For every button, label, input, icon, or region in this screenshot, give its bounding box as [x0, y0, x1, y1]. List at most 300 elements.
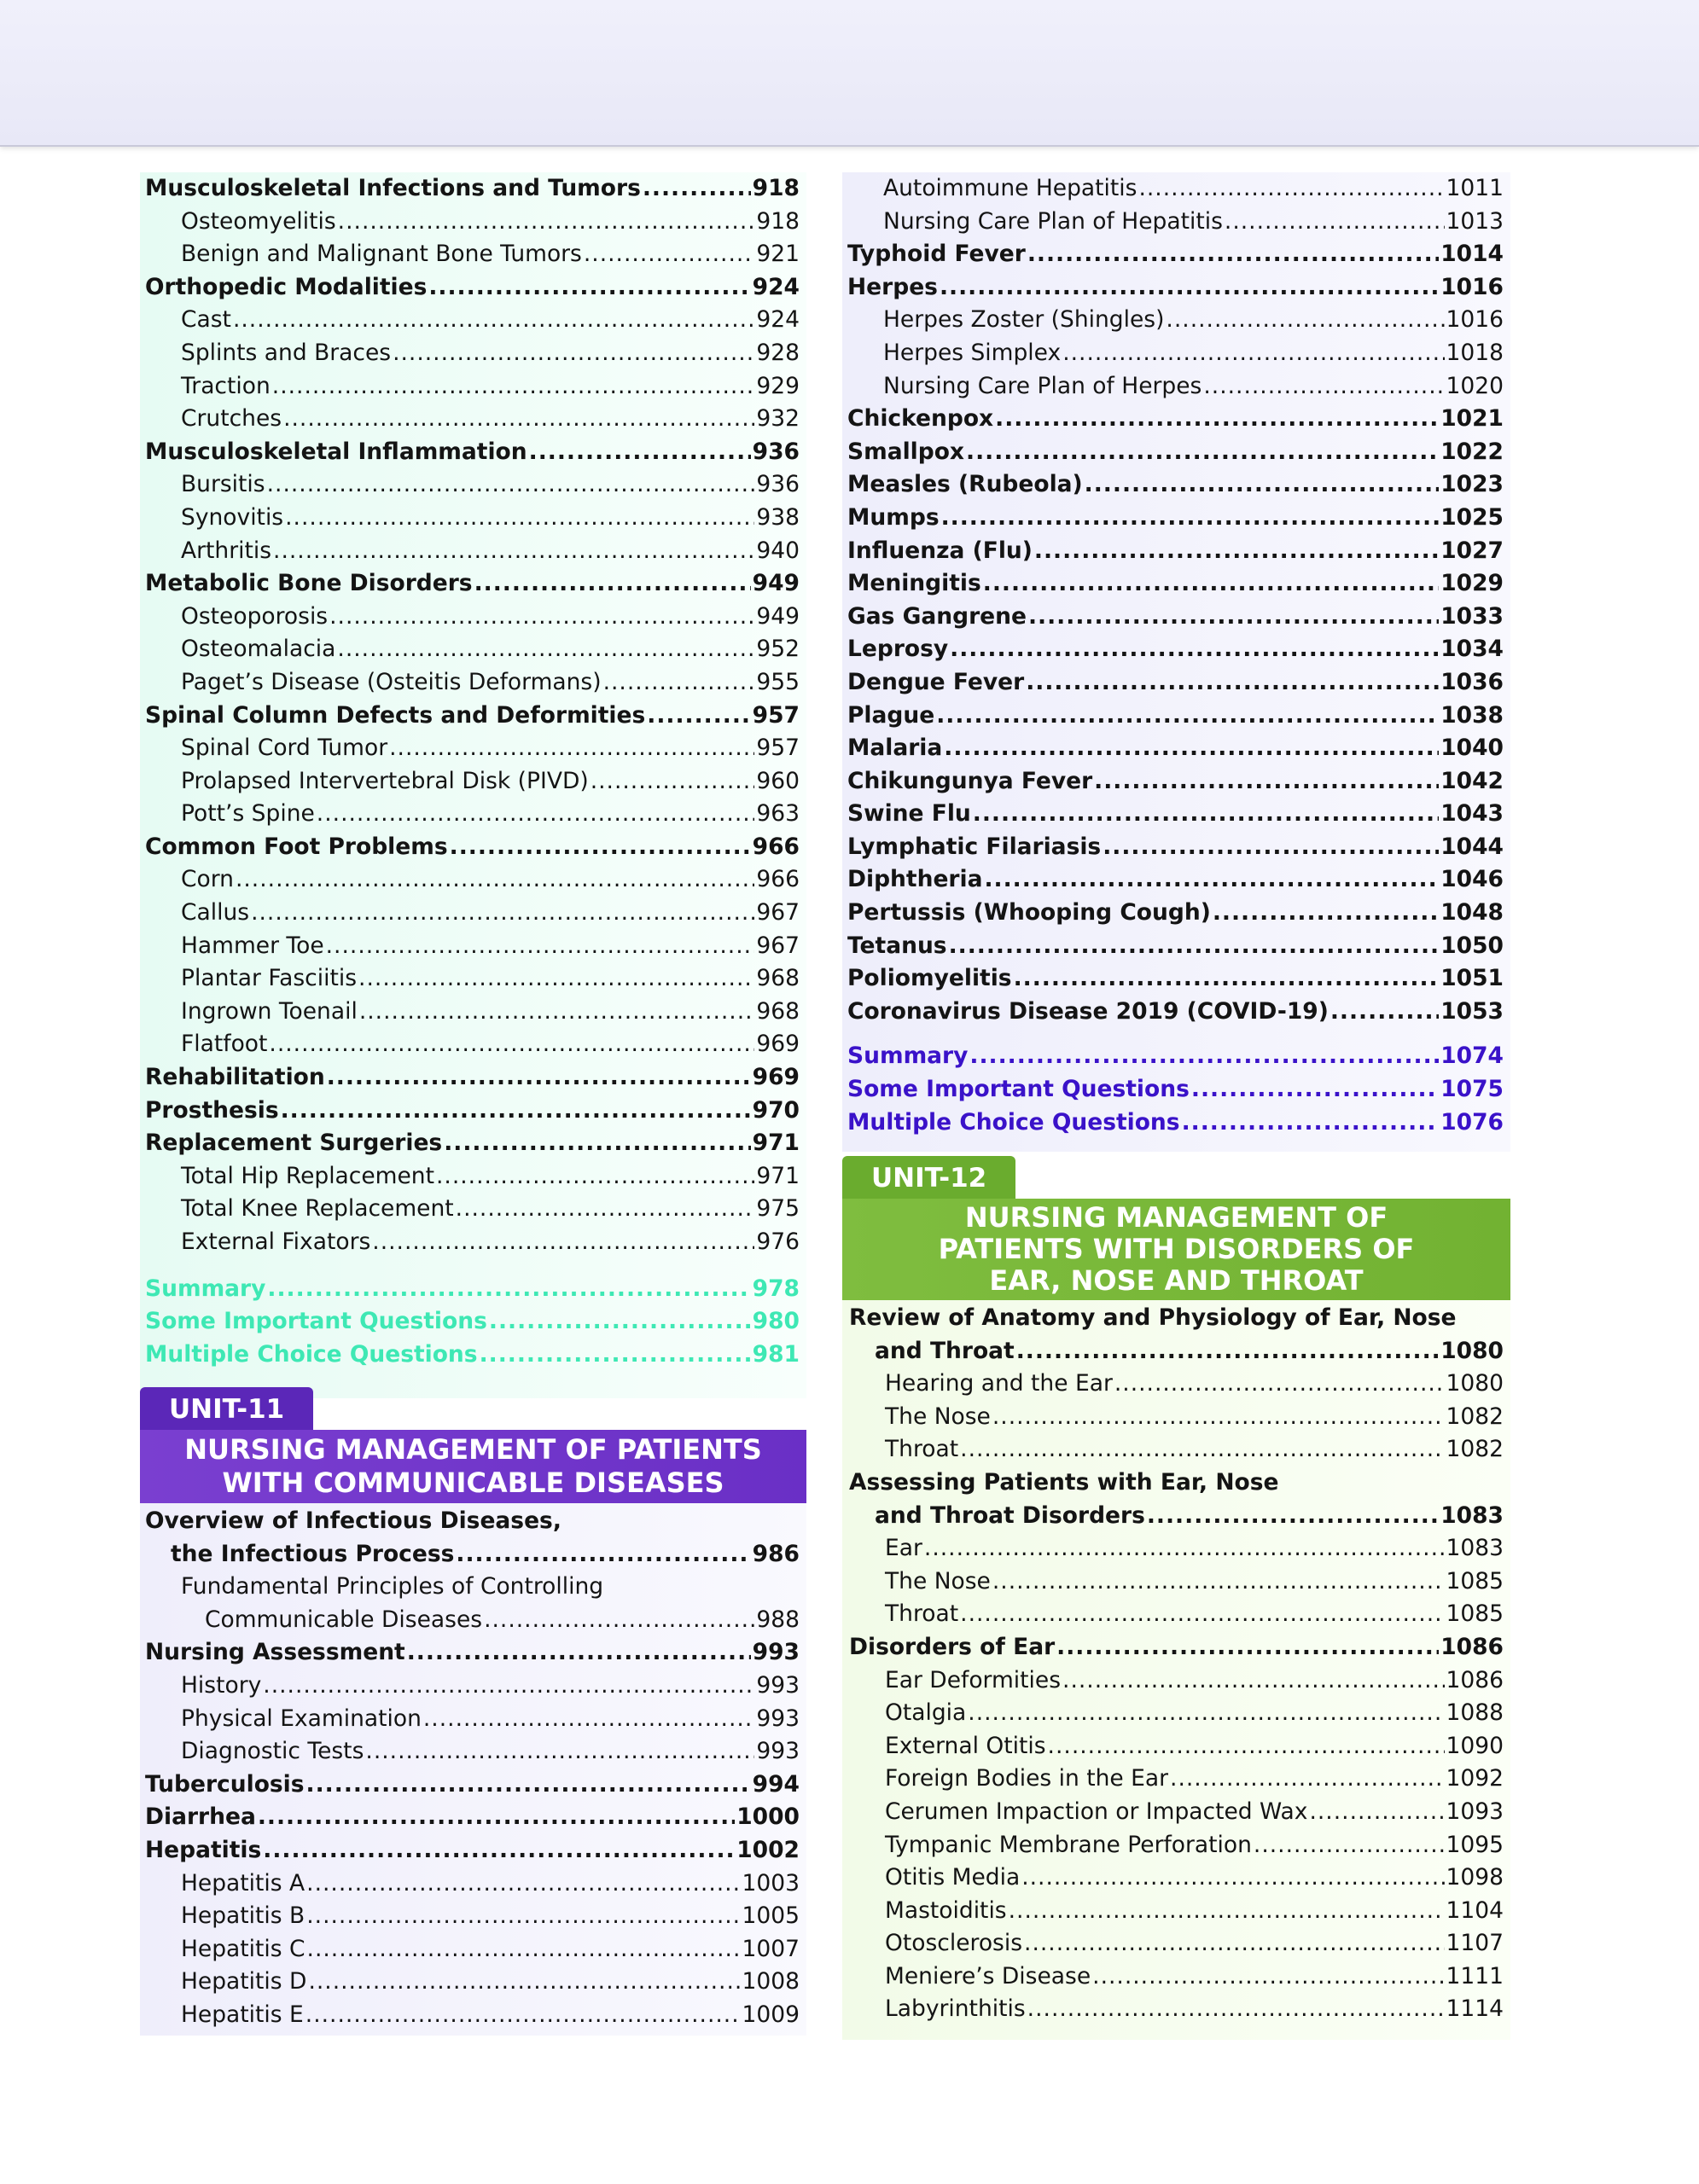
dot-leader — [327, 1061, 751, 1095]
toc-entry[interactable] — [849, 1532, 1504, 1565]
dot-leader — [1330, 996, 1439, 1029]
toc-entry-page: 1051 — [1440, 965, 1504, 992]
left-column — [140, 172, 806, 1371]
toc-entry-page: 1104 — [1446, 1896, 1504, 1924]
toc-extra-entry[interactable] — [847, 1040, 1504, 1073]
dot-leader — [1027, 1993, 1445, 2026]
dot-leader — [358, 962, 754, 996]
toc-entry-title: Nursing Care Plan of Hepatitis — [883, 207, 1223, 235]
toc-entry[interactable] — [847, 337, 1504, 370]
toc-entry-title: Hepatitis A — [181, 1869, 305, 1896]
toc-entry[interactable] — [145, 1735, 800, 1769]
toc-entry[interactable] — [849, 1730, 1504, 1763]
toc-entry[interactable] — [145, 337, 800, 370]
toc-entry[interactable] — [849, 1862, 1504, 1895]
toc-entry[interactable] — [145, 1061, 800, 1095]
dot-leader — [960, 1433, 1444, 1467]
toc-entry-page: 1027 — [1440, 537, 1504, 564]
dot-leader — [603, 666, 755, 700]
toc-entry-title: and Throat Disorders — [875, 1502, 1145, 1529]
dot-leader — [941, 502, 1440, 535]
unit-11-toc-list — [140, 1503, 806, 2032]
dot-leader — [969, 1040, 1439, 1073]
dot-leader — [966, 436, 1439, 469]
toc-entry-title: Corn — [181, 866, 234, 893]
toc-entry[interactable] — [847, 798, 1504, 831]
toc-entry[interactable] — [849, 1368, 1504, 1401]
toc-entry-page: 1034 — [1440, 636, 1504, 663]
toc-entry-title: Replacement Surgeries — [145, 1130, 443, 1157]
toc-entry-page: 1088 — [1446, 1699, 1504, 1727]
toc-entry-title: Meningitis — [847, 570, 981, 597]
toc-entry-title: Disorders of Ear — [849, 1633, 1056, 1660]
dot-leader — [263, 1670, 754, 1703]
toc-entry-title: Osteomalacia — [181, 636, 336, 663]
right-toc-list — [842, 172, 1510, 1028]
dot-leader — [647, 700, 750, 733]
toc-entry[interactable] — [849, 1467, 1504, 1500]
toc-entry[interactable] — [145, 1636, 800, 1670]
dot-leader — [428, 271, 750, 305]
dot-leader — [1024, 1927, 1445, 1960]
toc-entry-title: Tetanus — [847, 932, 947, 959]
toc-entry[interactable] — [145, 1505, 800, 1538]
toc-entry-page: 1076 — [1440, 1108, 1504, 1136]
toc-entry-page: 1086 — [1446, 1666, 1504, 1693]
toc-entry[interactable] — [145, 765, 800, 799]
toc-entry[interactable] — [847, 601, 1504, 634]
toc-entry-page: 969 — [752, 1064, 800, 1091]
toc-entry[interactable] — [145, 863, 800, 897]
dot-leader — [1170, 1763, 1445, 1796]
toc-entry[interactable] — [145, 271, 800, 305]
toc-extra-entry[interactable] — [847, 1107, 1504, 1140]
toc-entry-title: Paget’s Disease (Osteitis Deformans) — [181, 668, 602, 695]
dot-leader — [480, 1339, 751, 1372]
dot-leader — [1034, 535, 1439, 568]
toc-entry[interactable] — [847, 863, 1504, 897]
toc-entry-page: 993 — [752, 1639, 800, 1666]
toc-entry-title: Osteomyelitis — [181, 207, 336, 235]
toc-entry-title: Diarrhea — [145, 1804, 256, 1831]
toc-entry-title: Hepatitis D — [181, 1968, 307, 1995]
toc-entry-title: Common Foot Problems — [145, 833, 448, 860]
toc-entry[interactable] — [145, 206, 800, 239]
toc-entry-page: 949 — [752, 570, 800, 597]
dot-leader — [407, 1636, 751, 1670]
toc-entry-title: Pott’s Spine — [181, 800, 315, 828]
toc-entry-page: 1095 — [1446, 1831, 1504, 1858]
toc-entry[interactable] — [849, 1829, 1504, 1862]
toc-entry[interactable] — [849, 1796, 1504, 1829]
toc-entry-page: 1090 — [1446, 1732, 1504, 1759]
toc-entry-title: Hepatitis — [145, 1836, 262, 1863]
dot-leader — [306, 1769, 751, 1802]
dot-leader — [307, 1933, 741, 1966]
toc-entry-page: 963 — [756, 800, 800, 828]
dot-leader — [968, 1697, 1444, 1730]
toc-entry-title: Splints and Braces — [181, 339, 392, 366]
dot-leader — [450, 831, 751, 864]
toc-entry[interactable] — [145, 1160, 800, 1194]
toc-entry[interactable] — [145, 1801, 800, 1834]
toc-entry-title: Prosthesis — [145, 1096, 279, 1124]
toc-entry-page: 971 — [752, 1130, 800, 1157]
toc-entry-title: Hammer Toe — [181, 932, 324, 959]
toc-entry-page: 966 — [752, 833, 800, 860]
toc-entry-title: Spinal Cord Tumor — [181, 735, 388, 762]
toc-entry[interactable] — [847, 535, 1504, 568]
toc-entry[interactable] — [145, 403, 800, 436]
toc-entry-page: 1080 — [1446, 1370, 1504, 1397]
toc-entry[interactable] — [847, 238, 1504, 271]
dot-leader — [1225, 206, 1445, 239]
toc-entry[interactable] — [847, 468, 1504, 502]
toc-entry-page: 1014 — [1440, 241, 1504, 268]
dot-leader — [1203, 370, 1444, 404]
unit-12-toc-list — [842, 1300, 1510, 2026]
toc-entry[interactable] — [145, 304, 800, 337]
toc-entry-page: 921 — [756, 241, 800, 268]
dot-leader — [444, 1127, 750, 1160]
toc-entry[interactable] — [145, 1703, 800, 1736]
toc-entry-page: 1092 — [1446, 1765, 1504, 1792]
toc-entry[interactable] — [849, 1401, 1504, 1434]
toc-entry-page: 993 — [756, 1671, 800, 1699]
toc-entry-title: Herpes Zoster (Shingles) — [883, 306, 1165, 334]
dot-leader — [1026, 666, 1439, 700]
toc-entry[interactable] — [145, 1095, 800, 1128]
dot-leader — [1254, 1829, 1445, 1862]
dot-leader — [983, 567, 1439, 601]
dot-leader — [338, 206, 755, 239]
dot-leader — [992, 1565, 1445, 1599]
toc-entry[interactable] — [145, 1999, 800, 2032]
toc-entry-page: 938 — [756, 503, 800, 531]
toc-entry-title: Summary — [145, 1275, 266, 1302]
toc-entry-page: 952 — [756, 636, 800, 663]
toc-entry[interactable] — [847, 831, 1504, 864]
toc-entry-page: 1029 — [1440, 570, 1504, 597]
toc-entry[interactable] — [145, 1867, 800, 1901]
toc-entry[interactable] — [849, 1598, 1504, 1631]
toc-entry[interactable] — [145, 633, 800, 666]
toc-entry-page: 932 — [756, 405, 800, 433]
toc-entry[interactable] — [847, 732, 1504, 765]
dot-leader — [1309, 1796, 1444, 1829]
unit-12-title — [842, 1199, 1510, 1300]
toc-entry-title: Flatfoot — [181, 1031, 268, 1058]
toc-entry[interactable] — [145, 897, 800, 930]
toc-entry[interactable] — [145, 502, 800, 535]
toc-entry[interactable] — [849, 1631, 1504, 1664]
dot-leader — [372, 1226, 754, 1259]
toc-entry[interactable] — [145, 1769, 800, 1802]
toc-entry-page: 929 — [756, 372, 800, 399]
toc-entry[interactable] — [145, 1966, 800, 1999]
dot-leader — [1027, 238, 1439, 271]
toc-entry-title: Benign and Malignant Bone Tumors — [181, 241, 582, 268]
toc-entry-title: Mastoiditis — [885, 1896, 1007, 1924]
dot-leader — [393, 337, 754, 370]
toc-entry[interactable] — [145, 436, 800, 469]
toc-entry-page: 1033 — [1440, 602, 1504, 630]
toc-entry-title: Throat — [885, 1600, 959, 1628]
toc-entry-title: Callus — [181, 899, 250, 926]
toc-entry-page: 1011 — [1446, 175, 1504, 201]
dot-leader — [285, 502, 754, 535]
toc-entry-title: Mumps — [847, 503, 940, 531]
toc-entry-page: 968 — [756, 965, 800, 992]
toc-entry-title: Pertussis (Whooping Cough) — [847, 899, 1211, 926]
toc-entry-page: 936 — [752, 438, 800, 465]
toc-extra-entry[interactable] — [847, 1073, 1504, 1107]
toc-extra-entry[interactable] — [145, 1305, 800, 1339]
toc-entry-page: 1013 — [1446, 207, 1504, 235]
toc-entry-page: 967 — [756, 899, 800, 926]
toc-entry-title: the Infectious Process — [171, 1540, 455, 1567]
toc-entry-title: Typhoid Fever — [847, 241, 1026, 268]
toc-entry[interactable] — [847, 370, 1504, 404]
toc-entry-page: 1036 — [1440, 668, 1504, 695]
dot-leader — [995, 403, 1439, 436]
toc-entry[interactable] — [849, 1302, 1504, 1335]
dot-leader — [233, 304, 754, 337]
toc-entry-page: 928 — [756, 339, 800, 366]
dot-leader — [337, 633, 754, 666]
toc-entry-page: 1040 — [1440, 735, 1504, 762]
dot-leader — [329, 601, 754, 634]
toc-entry-title: Overview of Infectious Diseases, — [145, 1507, 561, 1534]
toc-entry-page: 1114 — [1446, 1995, 1504, 2023]
toc-entry-title: Meniere’s Disease — [885, 1962, 1091, 1989]
toc-entry-page: 1107 — [1446, 1930, 1504, 1957]
toc-entry[interactable] — [145, 468, 800, 502]
toc-entry[interactable] — [849, 1335, 1504, 1368]
toc-entry[interactable] — [847, 700, 1504, 733]
dot-leader — [308, 1966, 740, 1999]
dot-leader — [263, 1834, 735, 1867]
toc-entry-title: Tuberculosis — [145, 1770, 305, 1798]
toc-entry-page: 993 — [756, 1705, 800, 1732]
toc-entry-page: 955 — [756, 668, 800, 695]
toc-entry[interactable] — [145, 1127, 800, 1160]
toc-entry-page: 1018 — [1446, 339, 1504, 366]
dot-leader — [591, 765, 755, 799]
dot-leader — [1166, 304, 1444, 337]
toc-entry-title: Throat — [885, 1436, 959, 1463]
dot-leader — [306, 1867, 740, 1901]
unit-11-title — [140, 1430, 806, 1503]
toc-entry[interactable] — [145, 567, 800, 601]
toc-entry-page: 971 — [756, 1162, 800, 1189]
toc-entry-page: 1021 — [1440, 405, 1504, 433]
toc-entry-page: 1093 — [1446, 1798, 1504, 1825]
toc-entry-title: Arthritis — [181, 537, 272, 564]
toc-entry[interactable] — [847, 502, 1504, 535]
toc-entry[interactable] — [849, 1565, 1504, 1599]
toc-entry[interactable] — [145, 238, 800, 271]
toc-entry-title: Swine Flu — [847, 800, 971, 828]
toc-entry[interactable] — [849, 1960, 1504, 1994]
toc-entry-title: Otitis Media — [885, 1864, 1021, 1891]
toc-entry-title: Tympanic Membrane Perforation — [885, 1831, 1252, 1858]
toc-entry[interactable] — [847, 304, 1504, 337]
toc-entry[interactable] — [849, 1433, 1504, 1467]
toc-entry-title: Diphtheria — [847, 866, 983, 893]
toc-entry-page: 1053 — [1440, 997, 1504, 1025]
toc-entry-page: 957 — [756, 735, 800, 762]
dot-leader — [474, 567, 751, 601]
toc-entry-page: 918 — [752, 175, 800, 201]
toc-entry[interactable] — [145, 1604, 800, 1637]
dot-leader — [267, 1273, 750, 1306]
toc-entry[interactable] — [145, 1538, 800, 1571]
toc-entry-title: History — [181, 1671, 262, 1699]
toc-entry[interactable] — [145, 1028, 800, 1061]
toc-entry-title: The Nose — [885, 1403, 991, 1430]
toc-entry[interactable] — [847, 930, 1504, 963]
toc-entry-title: Some Important Questions — [145, 1308, 487, 1335]
toc-entry-page: 1044 — [1440, 833, 1504, 860]
toc-entry-page: 1086 — [1440, 1633, 1504, 1660]
toc-entry-page: 970 — [752, 1096, 800, 1124]
toc-entry-title: Multiple Choice Questions — [847, 1108, 1180, 1136]
toc-entry-title: Otalgia — [885, 1699, 967, 1727]
toc-entry[interactable] — [145, 172, 800, 206]
toc-entry[interactable] — [145, 996, 800, 1029]
toc-entry-title: Chickenpox — [847, 405, 994, 433]
toc-entry[interactable] — [847, 436, 1504, 469]
toc-entry-title: Traction — [181, 372, 271, 399]
toc-entry[interactable] — [847, 567, 1504, 601]
toc-entry[interactable] — [145, 1933, 800, 1966]
toc-entry-title: Influenza (Flu) — [847, 537, 1033, 564]
toc-entry[interactable] — [847, 633, 1504, 666]
toc-entry-title: Communicable Diseases — [205, 1606, 483, 1633]
toc-entry-page: 968 — [756, 997, 800, 1025]
toc-entry[interactable] — [849, 1697, 1504, 1730]
toc-entry-page: 957 — [752, 701, 800, 729]
dot-leader — [1147, 1500, 1439, 1533]
toc-entry[interactable] — [847, 172, 1504, 206]
right-column — [842, 172, 1510, 1139]
dot-leader — [1028, 601, 1439, 634]
toc-entry-title: Synovitis — [181, 503, 284, 531]
toc-entry[interactable] — [145, 962, 800, 996]
unit-12-title-line-1: NURSING MANAGEMENT OF — [964, 1201, 1388, 1234]
dot-leader — [1191, 1073, 1439, 1107]
toc-entry[interactable] — [145, 1834, 800, 1867]
toc-extra-entry[interactable] — [145, 1339, 800, 1372]
toc-entry-page: 1002 — [736, 1836, 800, 1863]
toc-entry[interactable] — [145, 1226, 800, 1259]
left-extras-list — [140, 1259, 806, 1372]
toc-entry-page: 1023 — [1440, 471, 1504, 498]
toc-entry-title: Prolapsed Intervertebral Disk (PIVD) — [181, 767, 589, 794]
dot-leader — [584, 238, 755, 271]
right-extras-list — [842, 1028, 1510, 1139]
unit-12-title-line-3: EAR, NOSE AND THROAT — [989, 1264, 1364, 1297]
toc-entry[interactable] — [145, 1193, 800, 1226]
toc-entry[interactable] — [145, 930, 800, 963]
toc-entry[interactable] — [145, 370, 800, 404]
toc-entry-page: 940 — [756, 537, 800, 564]
dot-leader — [992, 1401, 1445, 1434]
toc-entry-page: 1043 — [1440, 800, 1504, 828]
toc-entry-title: Cerumen Impaction or Impacted Wax — [885, 1798, 1308, 1825]
toc-entry-title: Ear — [885, 1535, 922, 1562]
toc-entry[interactable] — [849, 1763, 1504, 1796]
dot-leader — [940, 271, 1439, 305]
toc-entry-title: Smallpox — [847, 438, 965, 465]
toc-entry-title: Foreign Bodies in the Ear — [885, 1765, 1169, 1792]
toc-entry[interactable] — [847, 271, 1504, 305]
dot-leader — [924, 1532, 1445, 1565]
toc-entry-page: 1042 — [1440, 767, 1504, 794]
toc-entry[interactable] — [145, 831, 800, 864]
dot-leader — [251, 897, 754, 930]
toc-entry[interactable] — [145, 798, 800, 831]
toc-entry[interactable] — [145, 666, 800, 700]
dot-leader — [283, 403, 754, 436]
toc-entry[interactable] — [849, 1500, 1504, 1533]
toc-entry-title: Multiple Choice Questions — [145, 1340, 478, 1368]
dot-leader — [950, 633, 1439, 666]
toc-entry[interactable] — [847, 206, 1504, 239]
toc-entry[interactable] — [145, 700, 800, 733]
dot-leader — [529, 436, 751, 469]
dot-leader — [269, 1028, 754, 1061]
toc-entry[interactable] — [847, 897, 1504, 930]
toc-entry-page: 1005 — [742, 1902, 800, 1930]
toc-entry[interactable] — [145, 732, 800, 765]
toc-entry[interactable] — [849, 1664, 1504, 1698]
toc-entry[interactable] — [847, 403, 1504, 436]
toc-entry-page: 978 — [752, 1275, 800, 1302]
toc-entry-title: The Nose — [885, 1567, 991, 1594]
toc-entry[interactable] — [847, 962, 1504, 996]
toc-entry[interactable] — [145, 1900, 800, 1933]
dot-leader — [236, 863, 754, 897]
dot-leader — [1103, 831, 1439, 864]
toc-entry[interactable] — [847, 666, 1504, 700]
toc-entry[interactable] — [849, 1993, 1504, 2026]
toc-entry-title: Herpes — [847, 273, 938, 300]
toc-entry[interactable] — [145, 535, 800, 568]
dot-leader — [456, 1538, 750, 1571]
toc-entry[interactable] — [145, 1670, 800, 1703]
toc-entry[interactable] — [849, 1895, 1504, 1928]
toc-entry[interactable] — [849, 1927, 1504, 1960]
toc-entry[interactable] — [145, 601, 800, 634]
toc-entry[interactable] — [847, 996, 1504, 1029]
toc-entry-title: Lymphatic Filariasis — [847, 833, 1102, 860]
toc-extra-entry[interactable] — [145, 1273, 800, 1306]
toc-entry-title: Nursing Assessment — [145, 1639, 405, 1666]
toc-entry-title: Leprosy — [847, 636, 949, 663]
unit-11-section — [140, 1387, 806, 2032]
unit-12-section — [842, 1156, 1510, 2026]
toc-entry-page: 966 — [756, 866, 800, 893]
dot-leader — [1062, 337, 1444, 370]
toc-entry-page: 1007 — [742, 1935, 800, 1962]
toc-entry[interactable] — [847, 765, 1504, 799]
toc-entry-title: Diagnostic Tests — [181, 1738, 364, 1765]
dot-leader — [305, 1999, 741, 2032]
toc-entry[interactable] — [145, 1571, 800, 1604]
toc-entry-title: Hearing and the Ear — [885, 1370, 1113, 1397]
